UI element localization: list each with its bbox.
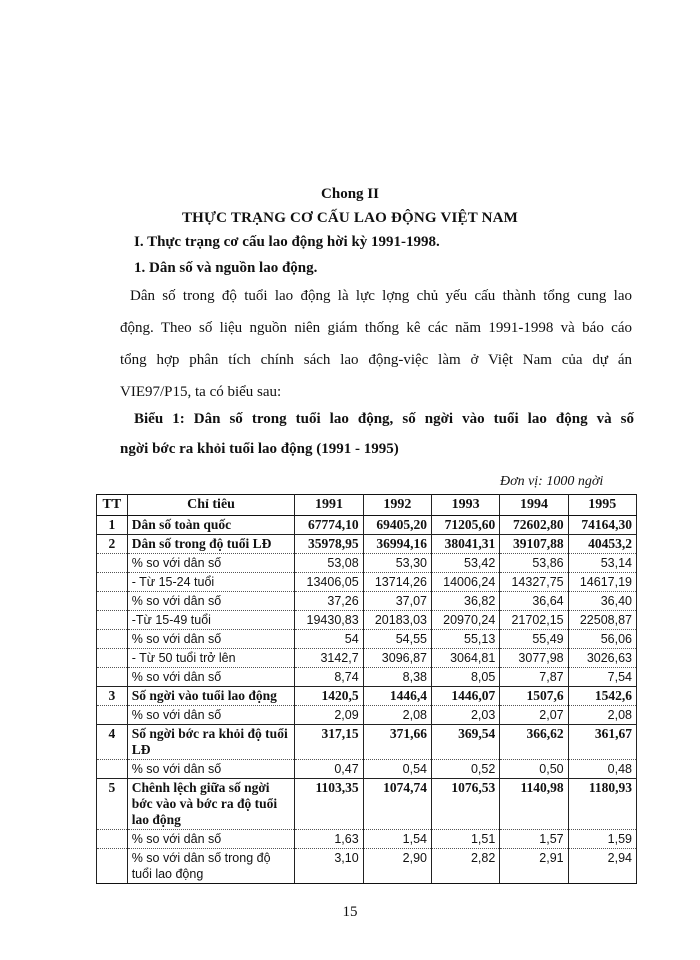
value-cell: 2,03 [431,706,499,725]
chapter-heading: Chong II [321,186,379,202]
value-cell: 21702,15 [500,611,568,630]
value-cell: 1,51 [431,830,499,849]
value-cell: 13406,05 [295,573,363,592]
value-cell: 55,13 [431,630,499,649]
value-cell: 0,48 [568,760,636,779]
table-row [97,830,637,849]
value-cell: 14617,19 [568,573,636,592]
table-row [97,516,637,535]
value-cell: 54 [295,630,363,649]
caption-line: ngời bớc ra khỏi tuổi lao động (1991 - 1995) [120,441,399,457]
value-cell: 39107,88 [500,535,568,554]
value-cell: 22508,87 [568,611,636,630]
value-cell: 1076,53 [431,779,499,830]
paragraph-line: tổng hợp phân tích chính sách lao động-việc làm ở Việt Nam của dự án [120,352,632,368]
row-label: Số ngời bớc ra khỏi độ tuổi LĐ [127,725,295,760]
table-row [97,592,637,611]
row-label: Chênh lệch giữa số ngời bớc vào và bớc ra độ tuổi lao động [127,779,295,830]
paragraph-line: động. Theo số liệu nguồn niên giám thống kê các năm 1991-1998 và báo cáo [120,320,632,336]
row-index: 4 [97,725,128,760]
value-cell: 0,50 [500,760,568,779]
row-label: - Từ 15-24 tuổi [127,573,295,592]
row-index [97,611,128,630]
value-cell: 366,62 [500,725,568,760]
table-row [97,760,637,779]
row-label: % so với dân số [127,630,295,649]
row-index [97,849,128,884]
row-label: % so với dân số [127,592,295,611]
row-label: Dân số toàn quốc [127,516,295,535]
section-title: THỰC TRẠNG CƠ CẤU LAO ĐỘNG VIỆT NAM [181,210,519,226]
row-index [97,630,128,649]
value-cell: 1,63 [295,830,363,849]
row-index: 5 [97,779,128,830]
value-cell: 3096,87 [363,649,431,668]
value-cell: 0,54 [363,760,431,779]
value-cell: 36994,16 [363,535,431,554]
row-index [97,830,128,849]
column-header: TT [97,495,128,516]
table-row [97,849,637,884]
row-label: % so với dân số [127,706,295,725]
value-cell: 2,08 [363,706,431,725]
value-cell: 1420,5 [295,687,363,706]
value-cell: 361,67 [568,725,636,760]
row-index [97,573,128,592]
row-index [97,668,128,687]
table-row [97,649,637,668]
value-cell: 55,49 [500,630,568,649]
value-cell: 69405,20 [363,516,431,535]
table-row [97,611,637,630]
value-cell: 1446,07 [431,687,499,706]
value-cell: 2,91 [500,849,568,884]
value-cell: 71205,60 [431,516,499,535]
row-label: Dân số trong độ tuổi LĐ [127,535,295,554]
row-index: 2 [97,535,128,554]
value-cell: 1103,35 [295,779,363,830]
value-cell: 3064,81 [431,649,499,668]
row-label: Số ngời vào tuổi lao động [127,687,295,706]
value-cell: 2,94 [568,849,636,884]
heading-level-1: I. Thực trạng cơ cấu lao động hời kỳ 1991-1998. [134,234,440,250]
value-cell: 0,47 [295,760,363,779]
row-index [97,592,128,611]
caption-line: Biểu 1: Dân số trong tuổi lao động, số ngời vào tuổi lao động và số [134,411,634,427]
row-index: 1 [97,516,128,535]
value-cell: 1,54 [363,830,431,849]
table-row [97,725,637,760]
table-row [97,687,637,706]
row-label: % so với dân số [127,760,295,779]
row-label: % so với dân số trong độ tuổi lao động [127,849,295,884]
value-cell: 13714,26 [363,573,431,592]
value-cell: 2,90 [363,849,431,884]
value-cell: 3142,7 [295,649,363,668]
value-cell: 3077,98 [500,649,568,668]
value-cell: 20970,24 [431,611,499,630]
value-cell: 53,08 [295,554,363,573]
value-cell: 37,07 [363,592,431,611]
value-cell: 40453,2 [568,535,636,554]
value-cell: 1,59 [568,830,636,849]
value-cell: 2,08 [568,706,636,725]
row-label: % so với dân số [127,830,295,849]
value-cell: 53,86 [500,554,568,573]
table-header-row [97,495,637,516]
value-cell: 1507,6 [500,687,568,706]
value-cell: 67774,10 [295,516,363,535]
paragraph-line: Dân số trong độ tuổi lao động là lực lợng chủ yếu cấu thành tổng cung lao [130,288,632,304]
value-cell: 19430,83 [295,611,363,630]
unit-note: Đơn vị: 1000 ngời [500,474,604,489]
value-cell: 20183,03 [363,611,431,630]
row-index [97,760,128,779]
value-cell: 2,82 [431,849,499,884]
value-cell: 53,42 [431,554,499,573]
value-cell: 7,54 [568,668,636,687]
heading-level-2: 1. Dân số và nguồn lao động. [134,260,318,276]
table-row [97,554,637,573]
row-label: % so với dân số [127,554,295,573]
value-cell: 56,06 [568,630,636,649]
value-cell: 3,10 [295,849,363,884]
page-number: 15 [342,904,358,920]
value-cell: 72602,80 [500,516,568,535]
value-cell: 1,57 [500,830,568,849]
value-cell: 3026,63 [568,649,636,668]
table-row [97,630,637,649]
value-cell: 317,15 [295,725,363,760]
value-cell: 14327,75 [500,573,568,592]
value-cell: 36,64 [500,592,568,611]
table-row [97,668,637,687]
value-cell: 2,09 [295,706,363,725]
value-cell: 8,38 [363,668,431,687]
value-cell: 35978,95 [295,535,363,554]
row-label: % so với dân số [127,668,295,687]
value-cell: 8,05 [431,668,499,687]
value-cell: 371,66 [363,725,431,760]
body-paragraph [120,280,632,408]
column-header: 1994 [500,495,568,516]
table-row [97,573,637,592]
table-caption [120,404,634,464]
value-cell: 37,26 [295,592,363,611]
column-header: 1991 [295,495,363,516]
column-header: 1993 [431,495,499,516]
value-cell: 14006,24 [431,573,499,592]
data-table [96,494,637,884]
value-cell: 1140,98 [500,779,568,830]
row-index [97,554,128,573]
row-label: - Từ 50 tuổi trở lên [127,649,295,668]
value-cell: 8,74 [295,668,363,687]
value-cell: 36,82 [431,592,499,611]
column-header: 1995 [568,495,636,516]
value-cell: 53,30 [363,554,431,573]
value-cell: 36,40 [568,592,636,611]
value-cell: 1542,6 [568,687,636,706]
table-row [97,779,637,830]
value-cell: 1180,93 [568,779,636,830]
value-cell: 54,55 [363,630,431,649]
table-row [97,706,637,725]
value-cell: 369,54 [431,725,499,760]
paragraph-line: VIE97/P15, ta có biểu sau: [120,384,282,400]
value-cell: 1074,74 [363,779,431,830]
value-cell: 74164,30 [568,516,636,535]
table-row [97,535,637,554]
value-cell: 7,87 [500,668,568,687]
column-header: 1992 [363,495,431,516]
value-cell: 2,07 [500,706,568,725]
row-index: 3 [97,687,128,706]
value-cell: 0,52 [431,760,499,779]
row-index [97,649,128,668]
value-cell: 53,14 [568,554,636,573]
row-label: -Từ 15-49 tuổi [127,611,295,630]
column-header: Chỉ tiêu [127,495,295,516]
row-index [97,706,128,725]
value-cell: 38041,31 [431,535,499,554]
value-cell: 1446,4 [363,687,431,706]
